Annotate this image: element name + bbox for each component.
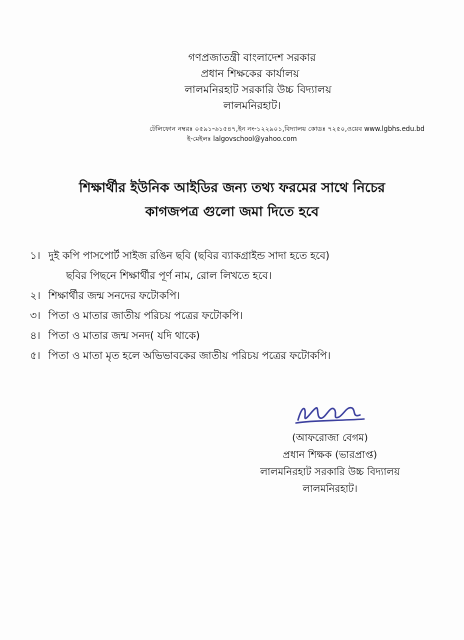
list-item-continuation [30,266,450,286]
list-item-number: ১। [30,250,41,262]
list-item [30,346,450,366]
contact-email: ই-মেইলঃ lalgovschool@yahoo.com [187,135,297,143]
signatory-place: লালমনিরহাট। [302,484,358,495]
list-item [30,286,450,306]
list-item-text: দুই কপি পাসপোর্ট সাইজ রঙিন ছবি (ছবির ব্যাকগ্রাইন্ড সাদা হতে হবে) [48,250,330,262]
letterhead-school: লালমনিরহাট সরকারি উচ্চ বিদ্যালয় [184,84,332,96]
list-item-text: পিতা ও মাতার জন্ম সনদ( যদি থাকে) [48,330,200,342]
signatory-name: (আফরোজা বেগম) [292,433,368,444]
signatory-designation: প্রধান শিক্ষক (ভারপ্রাপ্ত) [282,450,378,461]
signature-block [230,400,430,498]
letterhead-government: গণপ্রজাতন্ত্রী বাংলাদেশ সরকার [188,52,316,64]
signatory-school: লালমনিরহাট সরকারি উচ্চ বিদ্যালয় [260,467,400,478]
list-item-number: ৫। [30,350,41,362]
list-item-text: শিক্ষার্থীর জন্ম সনদের ফটোকপি। [48,290,180,302]
list-item-text: পিতা ও মাতার জাতীয় পরিচয় পত্রের ফটোকপি। [48,310,243,322]
requirements-list [30,246,450,366]
list-item-number: ৩। [30,310,41,322]
list-item-text: ছবির পিছনে শিক্ষার্থীর পূর্ণ নাম, রোল লিখতে হবে। [66,270,272,282]
handwritten-signature [292,400,368,430]
list-item-number: ৪। [30,330,41,342]
contact-info [0,124,464,144]
list-item [30,326,450,346]
notice-heading [0,176,464,224]
list-item [30,246,450,266]
list-item-number: ২। [30,290,41,302]
contact-phone-web: টেলিফোন নম্বরঃ ০৫৯১-৬১৫৪৭,ইন নং-১২২৯০১,বিদ্যালয় কোডঃ ৭২৫০,ওয়েব www.lgbhs.edu.bd [149,125,425,133]
heading-line-1: শিক্ষার্থীর ইউনিক আইডির জন্য তথ্য ফরমের সাথে নিচের [78,180,386,196]
letterhead [0,50,464,114]
letterhead-office: প্রধান শিক্ষকের কার্যালয় [200,68,300,80]
letterhead-district: লালমনিরহাট। [223,100,281,112]
list-item-text: পিতা ও মাতা মৃত হলে অভিভাবকের জাতীয় পরিচয় পত্রের ফটোকপি। [48,350,331,362]
heading-line-2: কাগজপত্র গুলো জমা দিতে হবে [145,204,319,220]
list-item [30,306,450,326]
